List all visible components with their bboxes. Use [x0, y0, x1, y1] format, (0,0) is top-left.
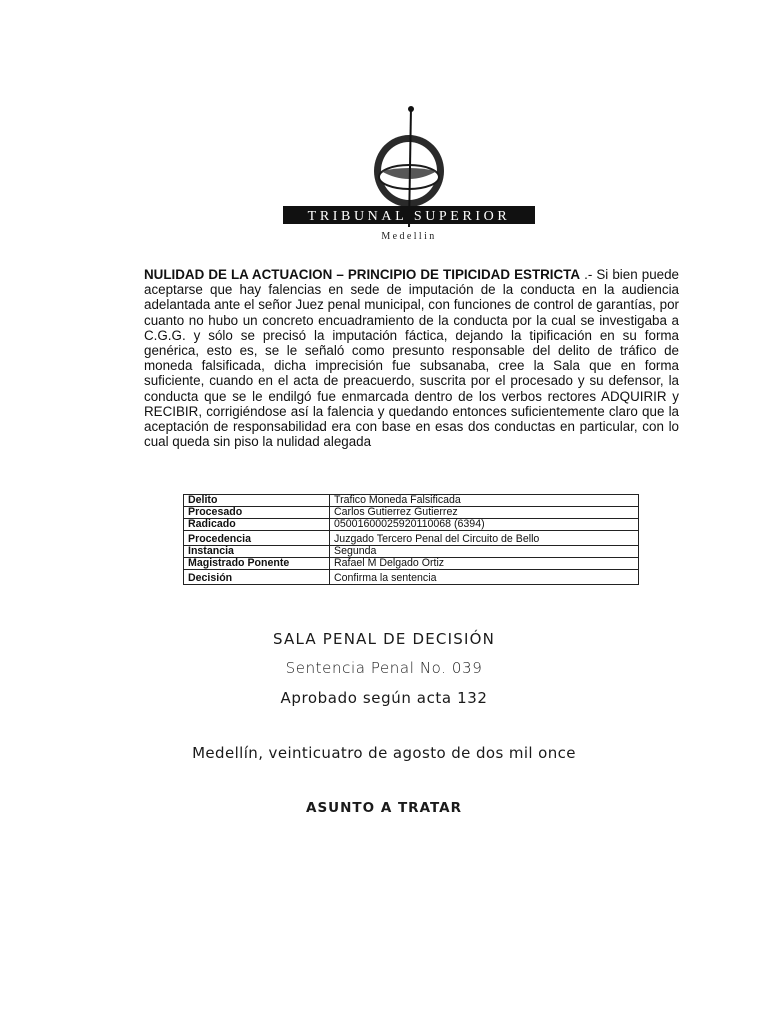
table-row [184, 570, 639, 585]
tribunal-logo [278, 95, 540, 265]
logo-city: Medellin [381, 231, 437, 242]
table-row [184, 507, 639, 519]
row-value: Carlos Gutierrez Gutierrez [330, 507, 639, 519]
row-label: Procedencia [184, 531, 330, 546]
row-value: Rafael M Delgado Ortiz [330, 558, 639, 570]
table-row [184, 531, 639, 546]
row-label: Radicado [184, 519, 330, 531]
row-value: Trafico Moneda Falsificada [330, 495, 639, 507]
row-label: Delito [184, 495, 330, 507]
table-row [184, 558, 639, 570]
row-label: Magistrado Ponente [184, 558, 330, 570]
sala-heading: SALA PENAL DE DECISIÓN [272, 630, 495, 648]
row-value: Juzgado Tercero Penal del Circuito de Bello [330, 531, 639, 546]
summary-body: .- Si bien puede aceptarse que hay falencias en sede de imputación de la conducta en la audiencia adelantada ante el señor Juez penal municipal, con funciones de control de garantías, por cuanto no hubo un concreto encuadramiento de la conducta por la cual se investigaba a C.G.G. y sólo se precisó la imputación fáctica, dejando la tipificación en su forma genérica, esto es, se le señaló como presunto responsable del delito de tráfico de moneda falsificada, dicha imprecisión fue subsanaba, cree la Sala que en forma suficiente, cuando en el acta de preacuerdo, suscrita por el procesado y su defensor, la conducta que se le endilgó fue enmarcada dentro de los verbos rectores ADQUIRIR y RECIBIR, corrigiéndose así la falencia y quedando entonces suficientemente claro que la aceptación de responsabilidad era con base en esas dos conductas en particular, con lo cual queda sin piso la nulidad alegada [144, 267, 679, 450]
table-row [184, 519, 639, 531]
tribunal-emblem-icon [278, 95, 540, 265]
row-value: Segunda [330, 546, 639, 558]
logo-name: TRIBUNAL SUPERIOR [307, 209, 511, 224]
summary-title: NULIDAD DE LA ACTUACION – PRINCIPIO DE TIPICIDAD ESTRICTA [144, 267, 581, 282]
row-label: Instancia [184, 546, 330, 558]
sentencia-number: Sentencia Penal No. 039 [285, 659, 483, 677]
case-summary [144, 267, 679, 449]
table-row [184, 546, 639, 558]
row-label: Decisión [184, 570, 330, 585]
row-label: Procesado [184, 507, 330, 519]
case-info-table [183, 494, 639, 585]
row-value: Confirma la sentencia [330, 570, 639, 585]
row-value: 05001600025920110068 (6394) [330, 519, 639, 531]
table-row [184, 495, 639, 507]
asunto-heading: ASUNTO A TRATAR [306, 800, 462, 816]
decision-date: Medellín, veinticuatro de agosto de dos mil once [192, 744, 576, 762]
aprobado-acta: Aprobado según acta 132 [280, 689, 488, 707]
